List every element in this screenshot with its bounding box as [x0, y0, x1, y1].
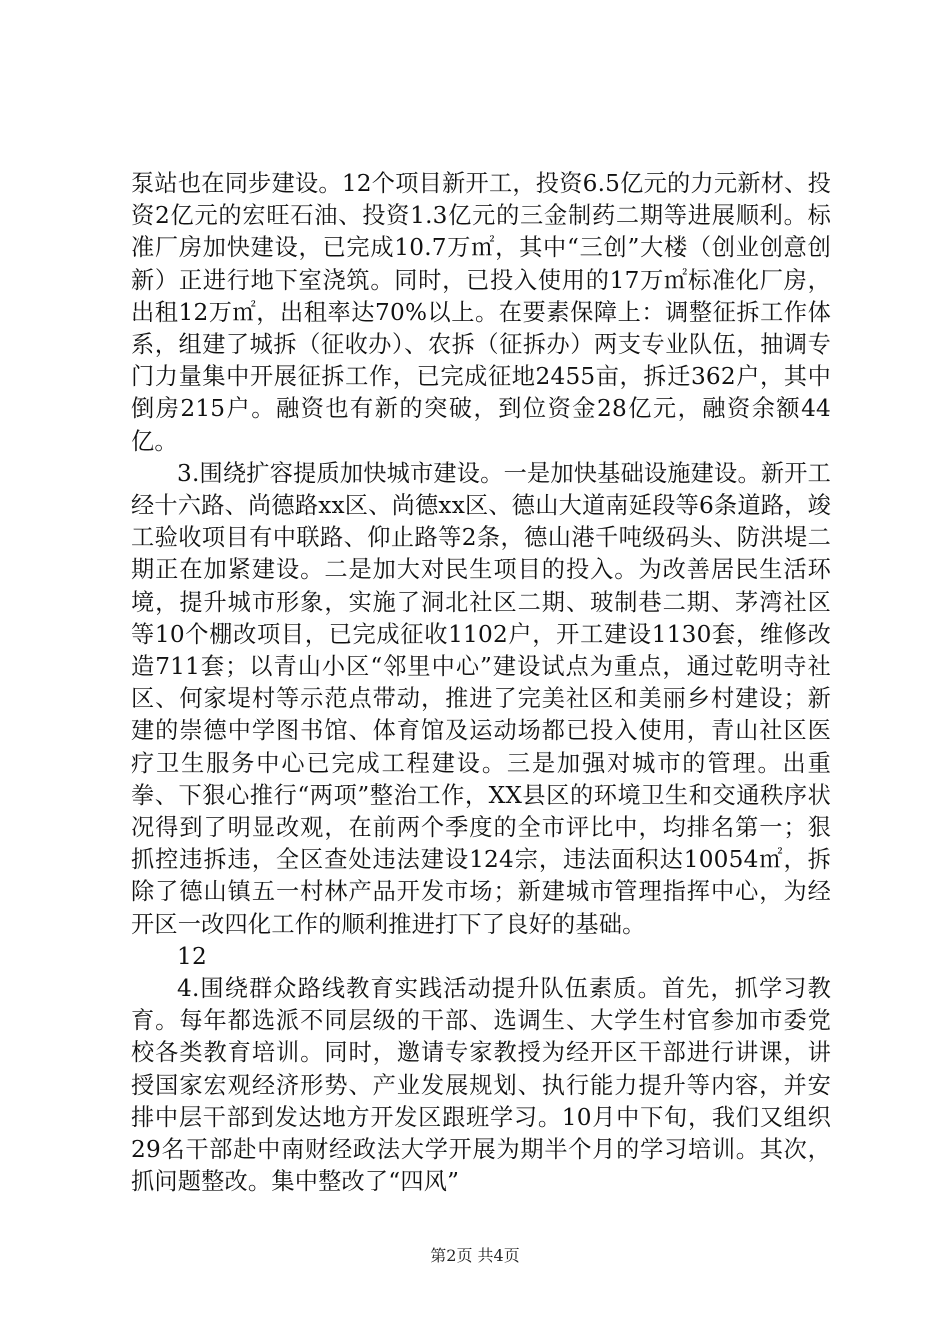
page-number: 第2页 共4页: [430, 1246, 520, 1265]
paragraph-section-4: 4.围绕群众路线教育实践活动提升队伍素质。首先，抓学习教育。每年都选派不同层级的干部、选调生、大学生村官参加市委党校各类教育培训。同时，邀请专家教授为经开区干部进行讲课，讲授国家宏观经济形势、产业发展规划、执行能力提升等内容，并安排中层干部到发达地方开发区跟班学习。10月中下旬，我们又组织29名干部赴中南财经政法大学开展为期半个月的学习培训。其次，抓问题整改。集中整改了“四风”: [131, 975, 831, 1196]
document-body: [131, 168, 831, 1199]
paragraph-section-3: 3.围绕扩容提质加快城市建设。一是加快基础设施建设。新开工经十六路、尚德路xx区、尚德xx区、德山大道南延段等6条道路，竣工验收项目有中联路、仰止路等2条，德山港千吨级码头、防洪堤二期正在加紧建设。二是加大对民生项目的投入。为改善居民生活环境，提升城市形象，实施了洞北社区二期、玻制巷二期、茅湾社区等10个棚改项目，已完成征收1102户，开工建设1130套，维修改造711套；以青山小区“邻里中心”建设试点为重点，通过乾明寺社区、何家堤村等示范点带动，推进了完美社区和美丽乡村建设；新建的崇德中学图书馆、体育馆及运动场都已投入使用，青山社区医疗卫生服务中心已完成工程建设。三是加强对城市的管理。出重拳、下狠心推行“两项”整治工作，XX县区的环境卫生和交通秩序状况得到了明显改观，在前两个季度的全市评比中，均排名第一；狠抓控违拆违，全区查处违法建设124宗，违法面积达10054㎡，拆除了德山镇五一村林产品开发市场；新建城市管理指挥中心，为经开区一改四化工作的顺利推进打下了良好的基础。: [131, 459, 831, 938]
paragraph-inline-number: 12: [177, 942, 207, 970]
paragraph-continuation: 泵站也在同步建设。12个项目新开工，投资6.5亿元的力元新材、投资2亿元的宏旺石油、投资1.3亿元的三金制药二期等进展顺利。标准厂房加快建设，已完成10.7万㎡，其中“三创”大楼（创业创意创新）正进行地下室浇筑。同时，已投入使用的17万㎡标准化厂房，出租12万㎡，出租率达70%以上。在要素保障上：调整征拆工作体系，组建了城拆（征收办）、农拆（征拆办）两支专业队伍，抽调专门力量集中开展征拆工作，已完成征地2455亩，拆迁362户，其中倒房215户。融资也有新的突破，到位资金28亿元，融资余额44亿。: [131, 170, 831, 455]
